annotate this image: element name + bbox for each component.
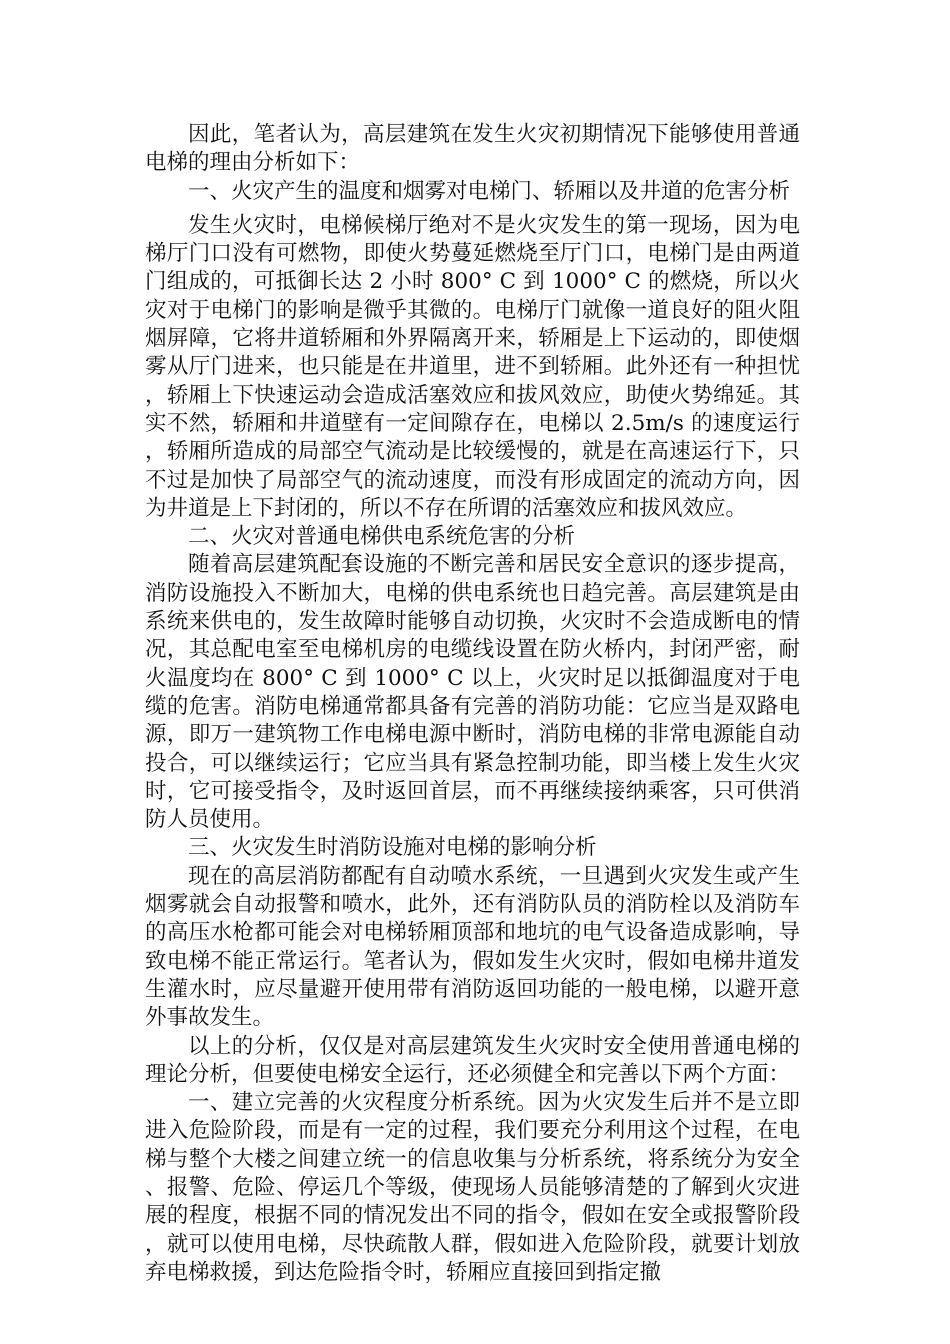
section-heading-2: 二、火灾对普通电梯供电系统危害的分析 [188, 524, 576, 550]
section-heading-3: 三、火灾发生时消防设施对电梯的影响分析 [188, 835, 597, 861]
section-heading-1: 一、火灾产生的温度和烟雾对电梯门、轿厢以及井道的危害分析 [188, 178, 791, 204]
paragraph-section-3: 现在的高层消防都配有自动喷水系统，一旦遇到火灾发生或产生烟雾就会自动报警和喷水，此外，还有消防队员的消防栓以及消防车的高压水枪都可能会对电梯轿厢顶部和地坑的电气设备造成影响，导致电梯不能正常运行。笔者认为，假如发生火灾时，假如电梯井道发生灌水时，应尽量避开使用带有消防返回功能的一般电梯，以避开意外事故发生。 [145, 863, 800, 1031]
paragraph-section-2: 随着高层建筑配套设施的不断完善和居民安全意识的逐步提高，消防设施投入不断加大，电梯的供电系统也日趋完善。高层建筑是由系统来供电的，发生故障时能够自动切换，火灾时不会造成断电的情况，其总配电室至电梯机房的电缆线设置在防火桥内，封闭严密，耐火温度均在 800° C 到 1000° C 以上，火灾时足以抵御温度对于电缆的危害。消防电梯通常都具备有完善的消防功能：它应当是双路电源，即万一建筑物工作电梯电源中断时，消防电梯的非常电源能自动投合，可以继续运行；它应当具有紧急控制功能，即当楼上发生火灾时，它可接受指令，及时返回首层，而不再继续接纳乘客，只可供消防人员使用。 [145, 552, 800, 833]
paragraph-section-1: 发生火灾时，电梯候梯厅绝对不是火灾发生的第一现场，因为电梯厅门口没有可燃物，即使火势蔓延燃烧至厅门口，电梯门是由两道门组成的，可抵御长达 2 小时 800° C 到 1000° C 的燃烧，所以火灾对于电梯门的影响是微乎其微的。电梯厅门就像一道良好的阻火阻烟屏障，它将井道轿厢和外界隔离开来，轿厢是上下运动的，即使烟雾从厅门进来，也只能是在井道里，进不到轿厢。此外还有一种担忧，轿厢上下快速运动会造成活塞效应和拔风效应，助使火势绵延。其实不然，轿厢和井道壁有一定间隙存在，电梯以 2.5m/s 的速度运行，轿厢所造成的局部空气流动是比较缓慢的，就是在高速运行下，只不过是加快了局部空气的流动速度，而没有形成固定的流动方向，因为井道是上下封闭的，所以不存在所谓的活塞效应和拔风效应。 [145, 212, 800, 521]
document-body [145, 121, 800, 1287]
paragraph-intro: 因此，笔者认为，高层建筑在发生火灾初期情况下能够使用普通电梯的理由分析如下： [145, 122, 800, 176]
paragraph-measure-1: 一、建立完善的火灾程度分析系统。因为火灾发生后并不是立即进入危险阶段，而是有一定的过程，我们要充分利用这个过程，在电梯与整个大楼之间建立统一的信息收集与分析系统，将系统分为安全、报警、危险、停运几个等级，使现场人员能够清楚的了解到火灾进展的程度，根据不同的情况发出不同的指令，假如在安全或报警阶段，就可以使用电梯，尽快疏散人群，假如进入危险阶段，就要计划放弃电梯救援，到达危险指令时，轿厢应直接回到指定撤 [145, 1090, 800, 1285]
paragraph-summary: 以上的分析，仅仅是对高层建筑发生火灾时安全使用普通电梯的理论分析，但要使电梯安全运行，还必须健全和完善以下两个方面： [145, 1033, 800, 1087]
